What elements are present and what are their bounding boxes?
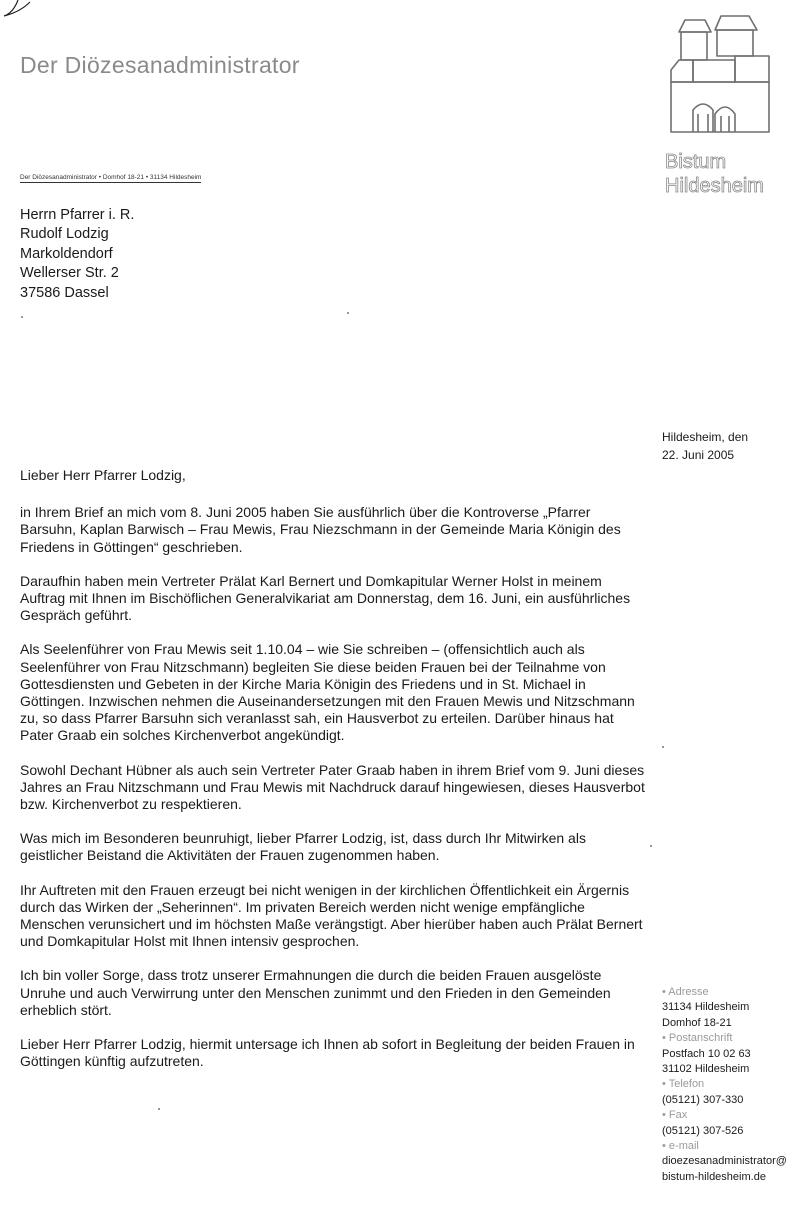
- postal-label: • Postanschrift: [662, 1032, 733, 1045]
- paragraph: Lieber Herr Pfarrer Lodzig, hiermit untersage ich Ihnen ab sofort in Begleitung der beiden Frauen in Göttingen künftig aufzutreten.: [20, 1036, 635, 1070]
- paragraph: Sowohl Dechant Hübner als auch sein Vertreter Pater Graab haben in ihrem Brief vom 9. Juni dieses Jahres an Frau Nitzschmann und Frau Mewis mit Nachdruck darauf hingewiesen, dieses Hausverbot bzw. Kirchenverbot zu respektieren.: [20, 761, 645, 813]
- recipient-line: Markoldendorf: [20, 245, 113, 262]
- letterhead-title: Der Diözesanadministrator: [20, 52, 300, 78]
- scan-speck: [347, 312, 349, 314]
- contact-sidebar: [662, 985, 798, 1185]
- paragraph: in Ihrem Brief an mich vom 8. Juni 2005 haben Sie ausführlich über die Kontroverse „Pfarrer Barsuhn, Kaplan Barwisch – Frau Mewis, Frau Niezschmann in der Gemeinde Maria Königin des Friedens in Göttingen“ geschrieben.: [20, 504, 621, 555]
- recipient-address: [20, 206, 134, 303]
- bistum-hildesheim-logo: [665, 10, 777, 210]
- paragraph: Daraufhin haben mein Vertreter Prälat Karl Bernert und Domkapitular Werner Holst in meinem Auftrag mit Ihnen im Bischöflichen Generalvikariat am Donnerstag, dem 16. Juni, ein ausführliches Gespräch geführt.: [20, 572, 631, 624]
- email-line: bistum-hildesheim.de: [662, 1170, 766, 1183]
- recipient-line: Rudolf Lodzig: [20, 226, 109, 243]
- postal-line: Postfach 10 02 63: [662, 1047, 751, 1060]
- paragraph: Ich bin voller Sorge, dass trotz unserer Ermahnungen die durch die beiden Frauen ausgelöste Unruhe und auch Verwirrung unter den Menschen zunimmt und den Frieden in den Gemeinden erheblich stört.: [20, 967, 611, 1018]
- postal-line: 31102 Hildesheim: [662, 1063, 750, 1076]
- sender-return-address: Der Diözesanadministrator • Domhof 18-21 • 31134 Hildesheim: [20, 174, 202, 181]
- recipient-line: Wellerser Str. 2: [20, 265, 119, 282]
- address-line: 31134 Hildesheim: [662, 1001, 750, 1014]
- paragraph: Als Seelenführer von Frau Mewis seit 1.10.04 – wie Sie schreiben – (offensichtlich auch als Seelenführer von Frau Nitzschmann) begleiten Sie diese beiden Frauen bei der Teilnahme von Gottesdiensten und Gebeten in der Kirche Maria Königin des Friedens und in St. Michael in Göttingen. Inzwischen nehmen die Auseinandersetzungen mit den Frauen Mewis und Nitzschmann zu, so dass Pfarrer Barsuhn sich veranlasst sah, ein Hausverbot zu erteilen. Darüber hinaus hat Pater Graab ein solches Kirchenverbot angekündigt.: [20, 641, 635, 744]
- email-line: dioezesanadministrator@: [662, 1155, 787, 1168]
- address-label: • Adresse: [662, 986, 709, 998]
- handwritten-mark: [0, 0, 60, 30]
- salutation: Lieber Herr Pfarrer Lodzig,: [20, 467, 186, 483]
- logo-text-line1: Bistum: [665, 151, 727, 173]
- email-label: • e-mail: [662, 1140, 699, 1153]
- address-line: Domhof 18-21: [662, 1016, 732, 1029]
- fax-value: (05121) 307-526: [662, 1124, 744, 1137]
- recipient-line: 37586 Dassel: [20, 284, 109, 301]
- paragraph: Ihr Auftreten mit den Frauen erzeugt bei nicht wenigen in der kirchlichen Öffentlichkeit ein Ärgernis durch das Wirken der „Seherinnen“. Im privaten Bereich werden nicht wenige empfängliche Menschen verunsichert und im höchsten Maße verängstigt. Aber hierüber haben auch Prälat Bernert und Domkapitular Holst mit Ihnen intensiv gesprochen.: [20, 881, 643, 950]
- date-value: 22. Juni 2005: [662, 448, 735, 462]
- scan-speck: [158, 1108, 160, 1110]
- phone-value: (05121) 307-330: [662, 1093, 744, 1106]
- date-place: Hildesheim, den: [662, 430, 749, 444]
- scan-speck: [662, 746, 664, 748]
- logo-text-line2: Hildesheim: [665, 175, 764, 197]
- fax-label: • Fax: [662, 1109, 688, 1122]
- recipient-line: Herrn Pfarrer i. R.: [20, 207, 135, 223]
- phone-label: • Telefon: [662, 1078, 705, 1091]
- date-block: [662, 428, 748, 464]
- scan-speck: [650, 845, 652, 847]
- letter-body: [20, 467, 645, 1087]
- scan-speck: [21, 316, 23, 318]
- paragraph: Was mich im Besonderen beunruhigt, lieber Pfarrer Lodzig, ist, dass durch Ihr Mitwirken als geistlicher Beistand die Aktivitäten der Frauen zugenommen haben.: [20, 830, 586, 864]
